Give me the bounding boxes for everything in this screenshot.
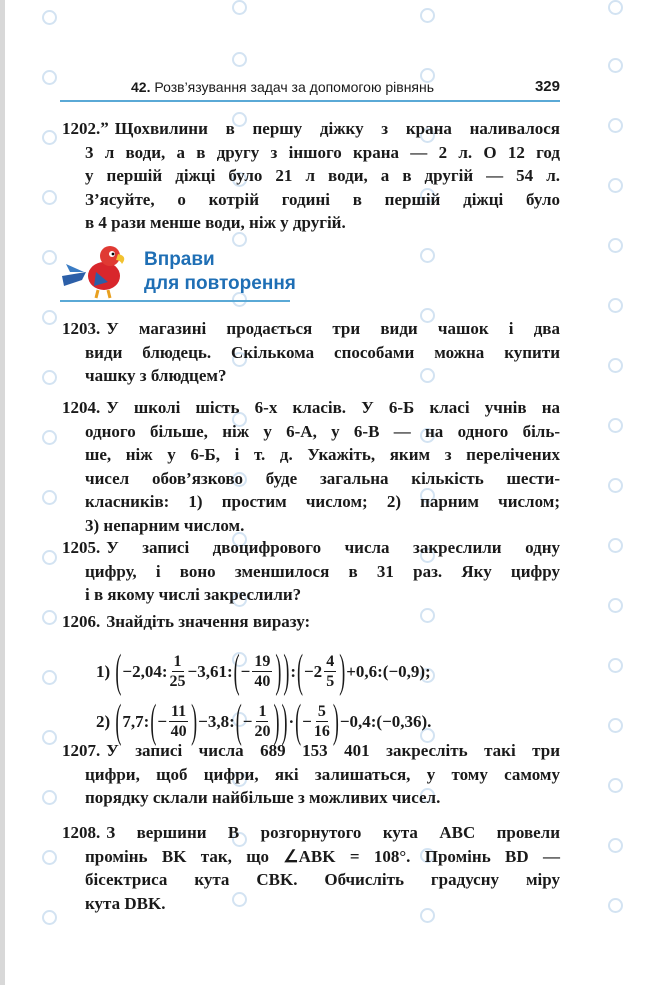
parenthesis: ) <box>281 694 288 747</box>
watermark-logo-icon <box>608 418 623 433</box>
formula-text: −2 <box>304 661 323 681</box>
watermark-logo-icon <box>42 250 57 265</box>
problem-number: 1207. <box>62 741 101 760</box>
problem-1205 <box>62 536 560 607</box>
watermark-logo-icon <box>608 178 623 193</box>
problem-text-line: у першій діжці було 21 л води, а в другій — 54 л. <box>85 166 560 186</box>
problem-number: 1203. <box>62 319 101 338</box>
formula-text: +0,6:(−0,9); <box>346 661 431 681</box>
watermark-logo-icon <box>42 730 57 745</box>
denominator: 5 <box>326 673 335 690</box>
formula-text: −3,61: <box>187 661 233 681</box>
problem-1207 <box>62 739 560 810</box>
problem-1206 <box>62 610 560 634</box>
watermark-logo-icon <box>420 248 435 263</box>
watermark-logo-icon <box>608 58 623 73</box>
text-line <box>62 188 560 212</box>
parenthesis: ( <box>297 644 303 697</box>
watermark-logo-icon <box>42 370 57 385</box>
parenthesis: ( <box>115 644 122 697</box>
problem-text-line: і в якому числі закреслили? <box>85 585 302 605</box>
denominator: 40 <box>170 723 187 740</box>
watermark-logo-icon <box>42 10 57 25</box>
text-line <box>62 786 560 810</box>
text-line <box>62 396 560 420</box>
fraction <box>170 652 186 691</box>
section-number: 42. <box>131 79 151 95</box>
text-line <box>62 364 560 388</box>
text-line <box>62 892 560 916</box>
parenthesis: ( <box>115 694 122 747</box>
text-line <box>62 211 560 235</box>
text-line <box>62 514 560 538</box>
text-line <box>62 821 560 845</box>
section-heading-line1: Вправи <box>144 249 215 270</box>
watermark-logo-icon <box>608 658 623 673</box>
parenthesis: ) <box>332 694 339 747</box>
problem-text-line: цифру, і воно зменшилося в 31 раз. Яку цифру <box>85 561 560 581</box>
section-heading-line2: для повторення <box>144 273 296 294</box>
watermark-logo-icon <box>232 0 247 15</box>
watermark-logo-icon <box>608 778 623 793</box>
problem-text-line: кута DBK. <box>85 893 166 913</box>
parenthesis: ( <box>235 694 242 747</box>
problem-text-line: класників: 1) простим числом; 2) парним числом; <box>85 492 560 512</box>
watermark-logo-icon <box>608 358 623 373</box>
problem-text-line: одного більше, ніж у 6-А, у 6-В — на одного біль- <box>85 421 560 441</box>
watermark-logo-icon <box>608 0 623 15</box>
formula-1 <box>96 644 431 697</box>
problem-text-line: ше, ніж у 6-Б, і т. д. Укажіть, яким з перелічених <box>85 445 560 465</box>
parenthesis: ( <box>233 644 240 697</box>
numerator: 19 <box>254 653 271 670</box>
watermark-logo-icon <box>608 478 623 493</box>
fraction <box>169 702 188 741</box>
watermark-logo-icon <box>42 490 57 505</box>
formula-text: −2,04: <box>122 661 168 681</box>
text-line <box>62 467 560 491</box>
formula-text: 2) <box>96 711 115 731</box>
text-line <box>62 763 560 787</box>
problem-text-line: в 4 рази менше води, ніж у другій. <box>85 213 346 233</box>
denominator: 20 <box>254 723 271 740</box>
problem-text-line: У магазині продається три види чашок і два <box>106 319 560 338</box>
watermark-logo-icon <box>608 298 623 313</box>
text-line <box>62 341 560 365</box>
problem-text-line: З вершини B розгорнутого кута ABC провели <box>106 823 560 842</box>
page-edge <box>0 0 5 985</box>
fraction <box>314 702 330 741</box>
parenthesis: ) <box>339 644 346 697</box>
numerator: 1 <box>173 653 182 670</box>
section-title <box>131 79 434 95</box>
watermark-logo-icon <box>42 130 57 145</box>
numerator: 5 <box>317 703 326 720</box>
denominator: 16 <box>313 723 330 740</box>
watermark-logo-icon <box>420 8 435 23</box>
problem-text-line: види блюдець. Скількома способами можна купити <box>85 342 560 362</box>
text-line <box>62 317 560 341</box>
formula-text: − <box>242 711 253 731</box>
watermark-logo-icon <box>608 538 623 553</box>
parrot-icon <box>60 242 142 300</box>
watermark-logo-icon <box>608 598 623 613</box>
problem-text-line: З’ясуйте, о котрій годині в першій діжці було <box>85 189 560 209</box>
formula-text: −0,4:(−0,36). <box>339 711 432 731</box>
problem-text-line: У записі числа 689 153 401 закресліть такі три <box>106 741 560 760</box>
watermark-logo-icon <box>608 118 623 133</box>
formula-text: : <box>290 661 296 681</box>
fraction <box>254 702 270 741</box>
problem-1208 <box>62 821 560 915</box>
formula-text: 1) <box>96 661 115 681</box>
parenthesis: ( <box>150 694 157 747</box>
problem-1202 <box>62 117 560 235</box>
text-line <box>62 536 560 560</box>
parenthesis: ( <box>295 694 302 747</box>
text-line <box>62 610 560 634</box>
denominator: 40 <box>254 673 271 690</box>
problem-text-line: бісектриса кута CBK. Обчисліть градусну міру <box>85 870 560 890</box>
formula-text: − <box>240 661 251 681</box>
text-line <box>62 560 560 584</box>
watermark-logo-icon <box>608 838 623 853</box>
numerator: 11 <box>171 703 187 720</box>
formula-2 <box>96 694 432 747</box>
fraction <box>324 652 336 691</box>
watermark-logo-icon <box>42 550 57 565</box>
text-line <box>62 443 560 467</box>
text-line <box>62 583 560 607</box>
watermark-logo-icon <box>608 898 623 913</box>
text-line <box>62 868 560 892</box>
text-line <box>62 117 560 141</box>
problem-text-line: цифри, щоб цифри, які залишаться, у тому самому <box>85 764 560 784</box>
problem-1204 <box>62 396 560 538</box>
text-line <box>62 739 560 763</box>
problem-text-line: У записі двоцифрового числа закреслили одну <box>106 538 560 557</box>
watermark-logo-icon <box>42 610 57 625</box>
formula-text: − <box>157 711 168 731</box>
fraction <box>252 652 272 691</box>
problem-text-line: У школі шість 6-х класів. У 6-Б класі учнів на <box>106 398 560 417</box>
watermark-logo-icon <box>42 910 57 925</box>
watermark-logo-icon <box>42 430 57 445</box>
problem-number: 1208. <box>62 823 101 842</box>
parenthesis: ) <box>275 644 282 697</box>
problem-text-line: Знайдіть значення виразу: <box>106 612 311 631</box>
watermark-logo-icon <box>42 850 57 865</box>
watermark-logo-icon <box>42 310 57 325</box>
parenthesis: ) <box>283 644 290 697</box>
parenthesis: ) <box>273 694 280 747</box>
problem-number: 1204. <box>62 398 101 417</box>
formula-text: − <box>302 711 312 731</box>
denominator: 25 <box>169 673 186 690</box>
formula-text: 7,7: <box>122 711 150 731</box>
watermark-logo-icon <box>608 238 623 253</box>
problem-text-line: 3 л води, а в другу з іншого крана — 2 л. О 12 год <box>85 142 560 162</box>
section-heading <box>60 240 296 302</box>
watermark-logo-icon <box>42 190 57 205</box>
text-line <box>62 420 560 444</box>
problem-text-line: Щохвилини в першу діжку з крана наливалося <box>114 119 560 138</box>
problem-text-line: порядку склали найбільше з можливих чисел. <box>85 788 441 808</box>
page-header <box>60 76 560 102</box>
parenthesis: ) <box>191 694 198 747</box>
section-title-text: Розв’язування задач за допомогою рівнянь <box>150 79 435 95</box>
page-number: 329 <box>534 78 560 95</box>
text-line <box>62 490 560 514</box>
problem-text-line: промінь BK так, що ∠ABK = 108°. Промінь BD — <box>85 846 560 866</box>
text-line <box>62 141 560 165</box>
problem-1203 <box>62 317 560 388</box>
problem-number: 1205. <box>62 538 101 557</box>
text-line <box>62 164 560 188</box>
watermark-logo-icon <box>232 52 247 67</box>
numerator: 4 <box>326 653 335 670</box>
watermark-logo-icon <box>42 70 57 85</box>
formula-text: · <box>288 711 295 731</box>
watermark-logo-icon <box>42 670 57 685</box>
problem-number: 1206. <box>62 612 101 631</box>
problem-text-line: 3) непарним числом. <box>85 515 245 535</box>
problem-text-line: чисел обов’язково буде загальна кількість шести- <box>85 468 560 488</box>
text-line <box>62 845 560 869</box>
formula-text: −3,8: <box>198 711 235 731</box>
problem-number: 1202.ˮ <box>62 119 109 138</box>
problem-text-line: чашку з блюдцем? <box>85 366 227 386</box>
numerator: 1 <box>258 703 267 720</box>
watermark-logo-icon <box>608 718 623 733</box>
watermark-logo-icon <box>42 790 57 805</box>
